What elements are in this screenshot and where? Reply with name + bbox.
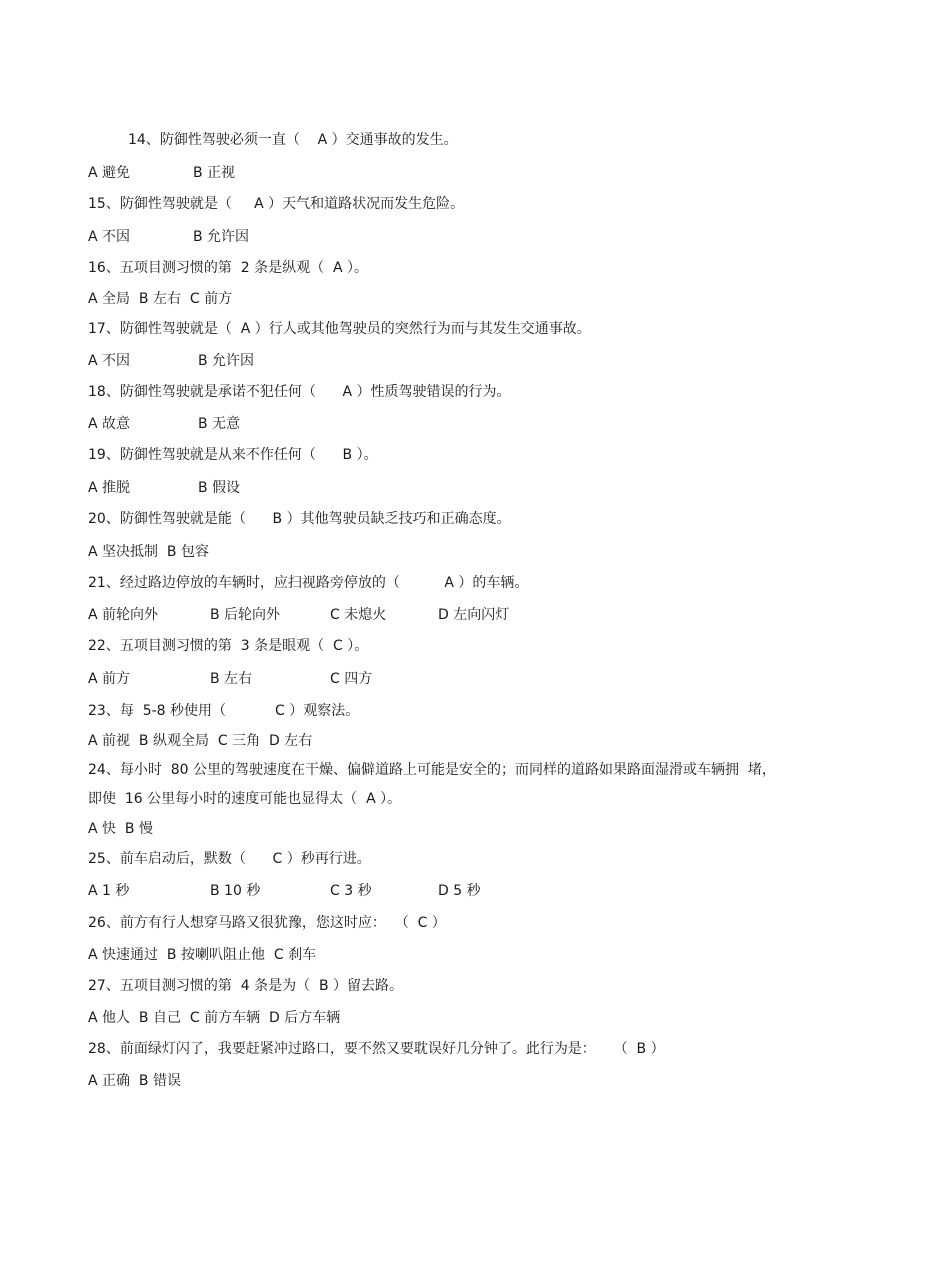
q18-option-b: B 无意 (198, 416, 241, 432)
question-23: 23、每 5-8 秒使用（ C ）观察法。 (88, 703, 360, 719)
q14-option-b: B 正视 (193, 165, 236, 181)
q14-option-a: A 避免 (88, 165, 131, 181)
question-28: 28、前面绿灯闪了，我要赶紧冲过路口，要不然又要耽误好几分钟了。此行为是： （ B ） (88, 1041, 665, 1057)
q25-option-d: D 5 秒 (438, 883, 481, 899)
q22-option-a: A 前方 (88, 671, 131, 687)
question-27: 27、五项目测习惯的第 4 条是为（ B ）留去路。 (88, 978, 404, 994)
question-16: 16、五项目测习惯的第 2 条是纵观（ A ）。 (88, 260, 368, 276)
q25-option-a: A 1 秒 (88, 883, 130, 899)
q25-option-c: C 3 秒 (330, 883, 372, 899)
q26-options: A 快速通过 B 按喇叭阻止他 C 刹车 (88, 947, 317, 963)
q22-option-b: B 左右 (210, 671, 253, 687)
q17-option-b: B 允许因 (198, 353, 255, 369)
q25-option-b: B 10 秒 (210, 883, 261, 899)
q17-option-a: A 不因 (88, 353, 131, 369)
q28-options: A 正确 B 错误 (88, 1073, 181, 1089)
question-19: 19、防御性驾驶就是从来不作任何（ B ）。 (88, 447, 378, 463)
question-25: 25、前车启动后，默数（ C ）秒再行进。 (88, 851, 371, 867)
question-24-cont: 即使 16 公里每小时的速度可能也显得太（ A ）。 (88, 791, 402, 807)
q27-options: A 他人 B 自己 C 前方车辆 D 后方车辆 (88, 1010, 341, 1026)
q19-option-a: A 推脱 (88, 480, 131, 496)
question-15: 15、防御性驾驶就是（ A ）天气和道路状况而发生危险。 (88, 196, 465, 212)
question-20: 20、防御性驾驶就是能（ B ）其他驾驶员缺乏技巧和正确态度。 (88, 511, 511, 527)
question-26: 26、前方有行人想穿马路又很犹豫，您这时应： （ C ） (88, 915, 446, 931)
q24-options: A 快 B 慢 (88, 821, 153, 837)
q16-options: A 全局 B 左右 C 前方 (88, 291, 233, 307)
q20-options: A 坚决抵制 B 包容 (88, 544, 209, 560)
q21-option-c: C 未熄火 (330, 607, 387, 623)
question-14: 14、防御性驾驶必须一直（ A ）交通事故的发生。 (128, 132, 458, 148)
q18-option-a: A 故意 (88, 416, 131, 432)
question-18: 18、防御性驾驶就是承诺不犯任何（ A ）性质驾驶错误的行为。 (88, 384, 511, 400)
question-21: 21、经过路边停放的车辆时，应扫视路旁停放的（ A ）的车辆。 (88, 575, 529, 591)
q23-options: A 前视 B 纵观全局 C 三角 D 左右 (88, 733, 313, 749)
question-24: 24、每小时 80 公里的驾驶速度在干燥、偏僻道路上可能是安全的；而同样的道路如果路面湿滑或车辆拥 堵， (88, 762, 776, 778)
q15-option-a: A 不因 (88, 229, 131, 245)
q15-option-b: B 允许因 (193, 229, 250, 245)
q21-option-b: B 后轮向外 (210, 607, 281, 623)
q22-option-c: C 四方 (330, 671, 373, 687)
question-17: 17、防御性驾驶就是（ A ）行人或其他驾驶员的突然行为而与其发生交通事故。 (88, 321, 591, 337)
q21-option-d: D 左向闪灯 (438, 607, 510, 623)
q21-option-a: A 前轮向外 (88, 607, 159, 623)
question-22: 22、五项目测习惯的第 3 条是眼观（ C ）。 (88, 638, 369, 654)
q19-option-b: B 假设 (198, 480, 241, 496)
